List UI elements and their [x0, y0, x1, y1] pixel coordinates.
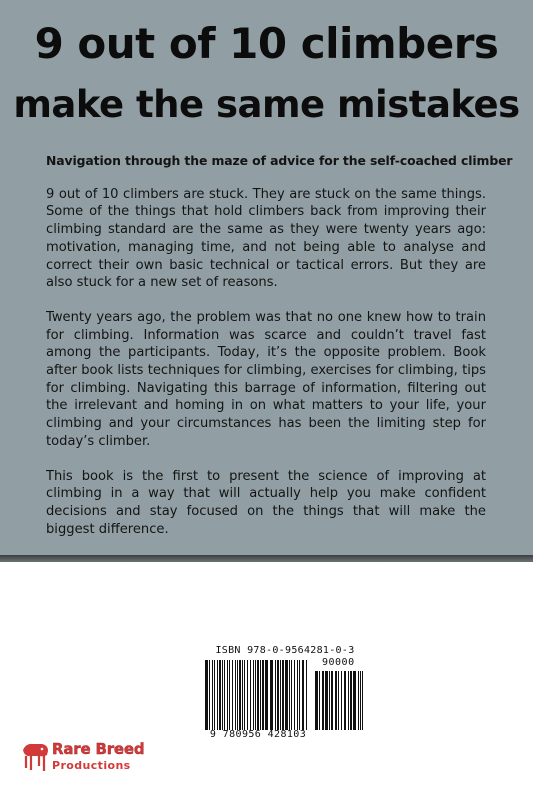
headline-line-1: 9 out of 10 climbers [34, 19, 499, 68]
barcode-bar [229, 660, 230, 730]
barcode-main-bars [204, 660, 310, 730]
barcode-bar [247, 660, 248, 730]
barcode-bar [212, 660, 213, 730]
barcode-bar [353, 671, 356, 730]
barcode-bar [299, 660, 300, 730]
blurb-paragraph-3: This book is the first to present the science of improving at climbing in a way that will actually help you make confident decisions and stay focused on the things that will make the biggest difference. [46, 468, 486, 537]
barcode-bar [282, 660, 284, 730]
barcode-bar [255, 660, 256, 730]
barcode-bar [270, 660, 273, 730]
barcode-bar [222, 660, 223, 730]
cover-shadow-divider [0, 555, 533, 562]
barcode-bar [219, 660, 221, 730]
barcode-bar [297, 660, 298, 730]
isbn-barcode [204, 645, 366, 741]
price-code: 90000 [322, 657, 355, 668]
barcode-bar [348, 671, 349, 730]
barcode-bar [341, 671, 342, 730]
barcode-bar [362, 671, 363, 730]
barcode-bar [350, 671, 352, 730]
barcode-bar [335, 671, 337, 730]
barcode-bar [237, 660, 238, 730]
barcode-bar [257, 660, 259, 730]
barcode-addon-bars [314, 671, 366, 730]
blurb-paragraph-1: 9 out of 10 climbers are stuck. They are stuck on the same things. Some of the things that hold climbers back from improving their climbing standard are the same as they were twenty years ago: motivation, managing time, and not being able to analyse and correct their own basic technical or tactical errors. But they are also stuck for a new set of reasons. [46, 186, 486, 291]
barcode-bar [329, 671, 330, 730]
barcode-bar [242, 660, 243, 730]
barcode-bar [344, 671, 346, 730]
barcode-bar [260, 660, 261, 730]
barcode-bar [227, 660, 228, 730]
barcode-bar [244, 660, 245, 730]
isbn-digits: 9 780956 428103 [209, 729, 307, 740]
barcode-bar [358, 671, 359, 730]
barcode-bar [224, 660, 225, 730]
bull-logo-icon [20, 740, 50, 774]
publisher-name: Rare Breed [52, 740, 145, 758]
tagline: Navigation through the maze of advice for the self-coached climber [46, 153, 513, 168]
barcode-bar [205, 660, 208, 730]
barcode-bar [250, 660, 251, 730]
barcode-bar [214, 660, 215, 730]
barcode-bar [280, 660, 281, 730]
barcode-bar [322, 671, 324, 730]
barcode-bar [277, 660, 279, 730]
barcode-bar [294, 660, 295, 730]
barcode-bar [289, 660, 290, 730]
barcode-bar [285, 660, 288, 730]
barcode-bar [275, 660, 276, 730]
barcode-bar [306, 660, 307, 730]
barcode-bar [331, 671, 333, 730]
headline-line-2: make the same mistakes [13, 83, 520, 126]
barcode-bar [235, 660, 236, 730]
barcode-bar [360, 671, 361, 730]
barcode-bar [319, 671, 320, 730]
barcode-bar [217, 660, 218, 730]
barcode-bar [239, 660, 241, 730]
barcode-bar [262, 660, 264, 730]
barcode-bar [265, 660, 268, 730]
barcode-bar [338, 671, 339, 730]
barcode-bar [302, 660, 304, 730]
barcode-bar [315, 671, 318, 730]
blurb [46, 152, 513, 555]
barcode-bar [209, 660, 210, 730]
barcode-bar [253, 660, 254, 730]
publisher-sub: Productions [52, 759, 131, 772]
barcode-bar [232, 660, 233, 730]
blurb-paragraph-2: Twenty years ago, the problem was that no one knew how to train for climbing. Information was scarce and couldn’t travel fast among the participants. Today, it’s the opposite problem. Book after book lists techniques for climbing, exercises for climbing, tips for climbing. Navigating this barrage of information, filtering out the irrelevant and homing in on what matters to your life, your climbing and your circumstances has been the limiting step for today’s climber. [46, 309, 486, 449]
isbn-label: ISBN 978-0-9564281-0-3 [215, 645, 355, 656]
barcode-bar [325, 671, 328, 730]
barcode-bar [291, 660, 292, 730]
publisher-logo [20, 740, 190, 780]
